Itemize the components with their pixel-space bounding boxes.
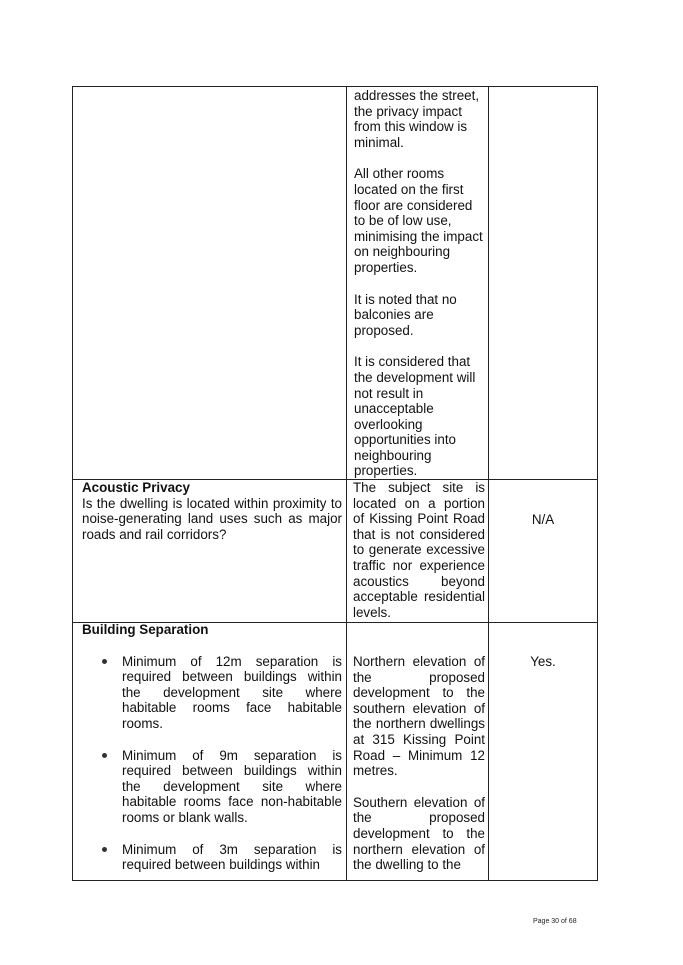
row3-assessment-para: Southern elevation of the proposed development to the northern elevation of the dwelling to the: [353, 794, 485, 873]
building-separation-heading: Building Separation: [82, 622, 209, 637]
table-border-top: [72, 86, 598, 87]
row1-assessment-para: All other rooms located on the first floor are considered to be of low use, minimising the impact on neighbouring properties.: [354, 166, 483, 275]
row2-compliance-cell: N/A: [531, 512, 555, 527]
row3-assessment-cell: [353, 654, 485, 873]
row3-assessment-para: Northern elevation of the proposed development to the southern elevation of the northern dwellings at 315 Kissing Point Road – Minimum 12 metres.: [353, 654, 485, 779]
acoustic-privacy-question: Is the dwelling is located within proximity to noise-generating land uses such as major roads and rail corridors?: [82, 495, 342, 542]
bullet-icon: [102, 847, 107, 852]
page-number: Page 30 of 68: [533, 918, 577, 925]
column-divider-2: [488, 86, 489, 881]
list-item: Minimum of 12m separation is required between buildings within the development site where habitable rooms face habitable rooms.: [82, 654, 342, 732]
table-border-right: [597, 86, 598, 881]
row2-assessment-cell: The subject site is located on a portion of Kissing Point Road that is not considered to generate excessive traffic nor experience acoustics beyond acceptable residential levels.: [353, 480, 485, 620]
bullet-icon: [102, 659, 107, 664]
separation-requirements-list: [82, 654, 342, 873]
row1-assessment-para: It is noted that no balconies are proposed.: [354, 291, 457, 338]
list-item: Minimum of 9m separation is required between buildings within the development site where habitable rooms face non-habitable rooms or blank walls.: [82, 748, 342, 826]
row3-criteria-cell: [82, 622, 342, 889]
row2-criteria-cell: [82, 480, 342, 542]
bullet-icon: [102, 753, 107, 758]
assessment-table: [72, 86, 598, 881]
row3-compliance-cell: Yes.: [530, 654, 556, 669]
row1-assessment-cell: [354, 88, 484, 479]
list-item: Minimum of 3m separation is required between buildings within: [82, 842, 342, 873]
table-border-left: [72, 86, 73, 881]
row1-assessment-para: addresses the street, the privacy impact from this window is minimal.: [354, 88, 480, 150]
column-divider-1: [346, 86, 347, 881]
row1-assessment-para: It is considered that the development will not result in unacceptable overlooking opportunities into neighbouring properties.: [354, 354, 476, 479]
acoustic-privacy-heading: Acoustic Privacy: [82, 480, 190, 495]
